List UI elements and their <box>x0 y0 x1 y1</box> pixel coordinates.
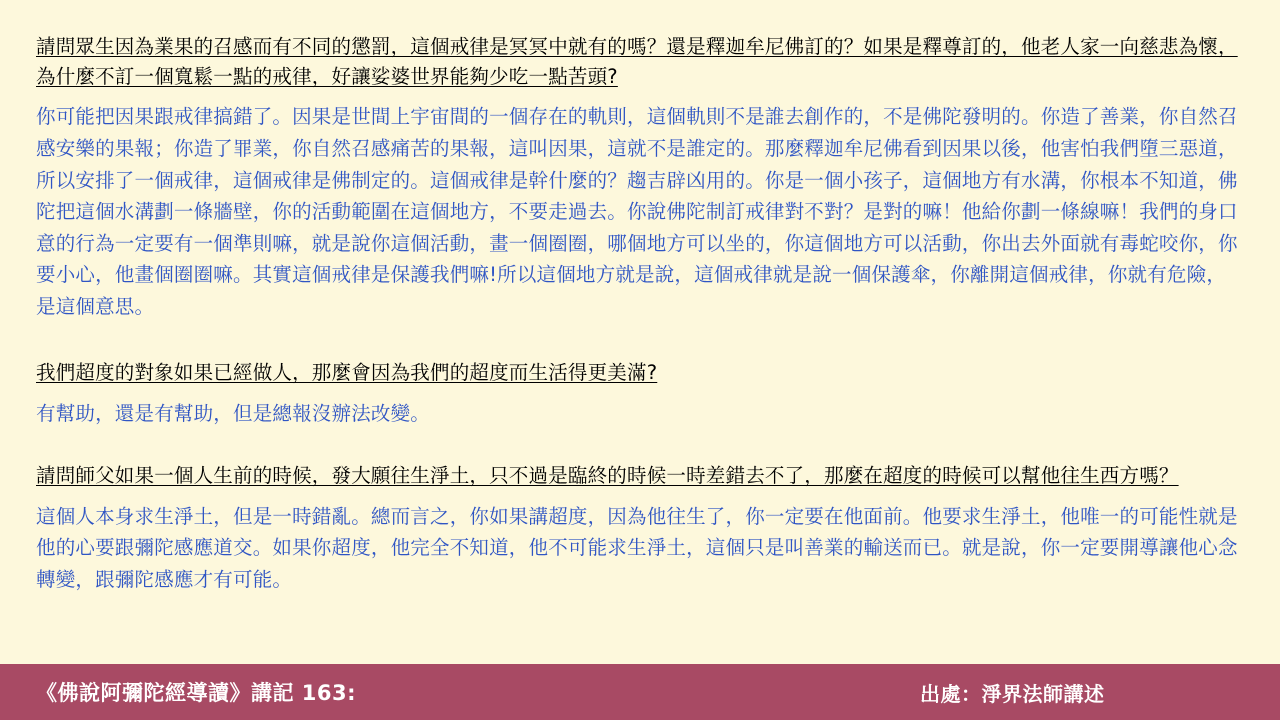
qa-block-3 <box>36 461 1244 595</box>
answer-text-3: 這個人本身求生淨土，但是一時錯亂。總而言之，你如果講超度，因為他往生了，你一定要在他面前。他要求生淨土，他唯一的可能性就是他的心要跟彌陀感應道交。如果你超度，他完全不知道，他不可能求生淨土，這個只是叫善業的輸送而已。就是說，你一定要開導讓他心念轉變，跟彌陀感應才有可能。 <box>36 504 1238 591</box>
block-spacer-2 <box>36 439 1244 461</box>
answer-text-2: 有幫助，還是有幫助，但是總報沒辦法改變。 <box>36 401 431 425</box>
footer-bar <box>0 664 1280 720</box>
question-text-3: 請問師父如果一個人生前的時候，發大願往生淨土，只不過是臨終的時候一時差錯去不了，那麼在超度的時候可以幫他往生西方嗎？ <box>36 464 1179 488</box>
qa-block-1 <box>36 32 1244 322</box>
footer-source: 出處：淨界法師講述 <box>920 681 1105 706</box>
block-spacer-1 <box>36 332 1244 358</box>
question-text-2: 我們超度的對象如果已經做人，那麼會因為我們的超度而生活得更美滿? <box>36 361 658 385</box>
answer-text-1: 你可能把因果跟戒律搞錯了。因果是世間上宇宙間的一個存在的軌則，這個軌則不是誰去創作的，不是佛陀發明的。你造了善業，你自然召感安樂的果報；你造了罪業，你自然召感痛苦的果報，這叫因果，這就不是誰定的。那麼釋迦牟尼佛看到因果以後，他害怕我們墮三惡道，所以安排了一個戒律，這個戒律是佛制定的。這個戒律是幹什麼的？趨吉辟凶用的。你是一個小孩子，這個地方有水溝，你根本不知道，佛陀把這個水溝劃一條牆壁，你的活動範圍在這個地方，不要走過去。你說佛陀制訂戒律對不對？是對的嘛！他給你劃一條線嘛！我們的身口意的行為一定要有一個準則嘛，就是說你這個活動，畫一個圈圈，哪個地方可以坐的，你這個地方可以活動，你出去外面就有毒蛇咬你，你要小心，他畫個圈圈嘛。其實這個戒律是保護我們嘛!所以這個地方就是說，這個戒律就是說一個保護傘，你離開這個戒律，你就有危險，是這個意思。 <box>36 105 1238 318</box>
question-text-1: 請問眾生因為業果的召感而有不同的懲罰，這個戒律是冥冥中就有的嗎？還是釋迦牟尼佛訂的？如果是釋尊訂的，他老人家一向慈悲為懷，為什麼不訂一個寬鬆一點的戒律，好讓娑婆世界能夠少吃一點苦頭? <box>36 35 1238 89</box>
qa-block-2 <box>36 358 1244 429</box>
footer-title: 《佛說阿彌陀經導讀》講記 163: <box>36 681 357 705</box>
slide-content <box>36 32 1244 605</box>
